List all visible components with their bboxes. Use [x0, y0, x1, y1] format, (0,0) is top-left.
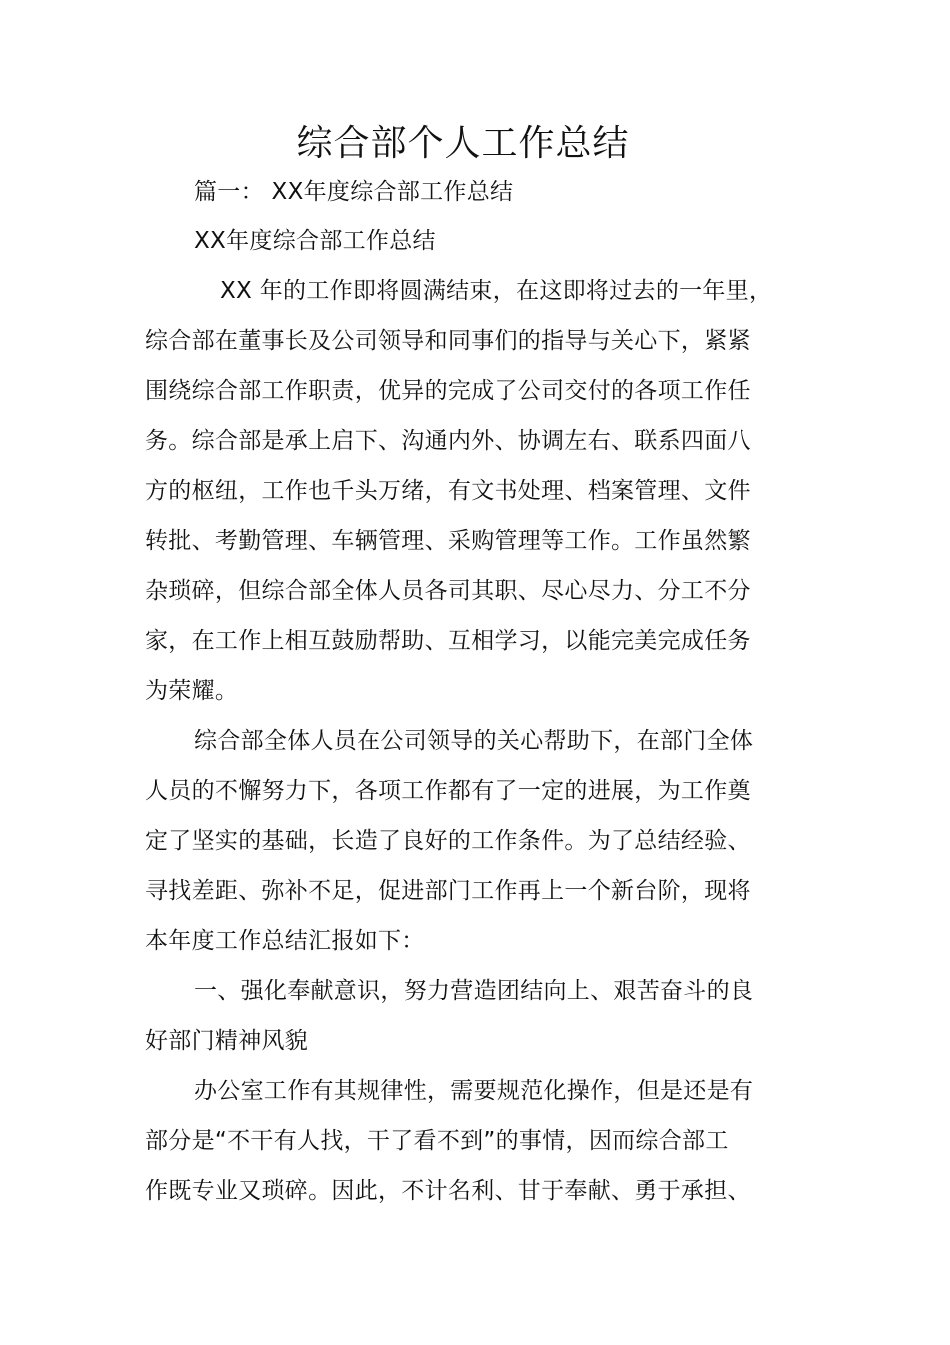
paragraph-line: 方的枢纽，工作也千头万绪，有文书处理、档案管理、文件 — [145, 478, 751, 504]
paragraph-line: 杂琐碎，但综合部全体人员各司其职、尽心尽力、分工不分 — [145, 578, 751, 604]
paragraph-line: XX 年的工作即将圆满结束，在这即将过去的一年里， — [220, 278, 773, 304]
paragraph-line: 围绕综合部工作职责，优异的完成了公司交付的各项工作任 — [145, 378, 751, 404]
paragraph-line: 综合部全体人员在公司领导的关心帮助下，在部门全体 — [194, 728, 754, 754]
paragraph-line: 寻找差距、弥补不足，促进部门工作再上一个新台阶，现将 — [145, 878, 751, 904]
paragraph-line: 转批、考勤管理、车辆管理、采购管理等工作。工作虽然繁 — [145, 528, 751, 554]
paragraph-line: 好部门精神风貌 — [145, 1028, 309, 1054]
paragraph-line: 综合部在董事长及公司领导和同事们的指导与关心下，紧紧 — [145, 328, 751, 354]
paragraph-line: 定了坚实的基础，长造了良好的工作条件。为了总结经验、 — [145, 828, 751, 854]
subsection-heading: XX年度综合部工作总结 — [194, 228, 436, 254]
document-title: 综合部个人工作总结 — [296, 123, 630, 164]
paragraph-line: 务。综合部是承上启下、沟通内外、协调左右、联系四面八 — [145, 428, 751, 454]
paragraph-line: 作既专业又琐碎。因此，不计名利、甘于奉献、勇于承担、 — [145, 1178, 751, 1204]
paragraph-line: 办公室工作有其规律性，需要规范化操作，但是还是有 — [194, 1078, 754, 1104]
paragraph-line: 家，在工作上相互鼓励帮助、互相学习，以能完美完成任务 — [145, 628, 751, 654]
paragraph-line: 本年度工作总结汇报如下： — [145, 928, 425, 954]
paragraph-line: 一、强化奉献意识，努力营造团结向上、艰苦奋斗的良 — [194, 978, 754, 1004]
paragraph-line: 人员的不懈努力下，各项工作都有了一定的进展，为工作奠 — [145, 778, 751, 804]
paragraph-line: 部分是“不干有人找，干了看不到”的事情，因而综合部工 — [145, 1128, 729, 1154]
section-heading: 篇一： XX年度综合部工作总结 — [194, 179, 514, 205]
paragraph-line: 为荣耀。 — [145, 678, 239, 704]
